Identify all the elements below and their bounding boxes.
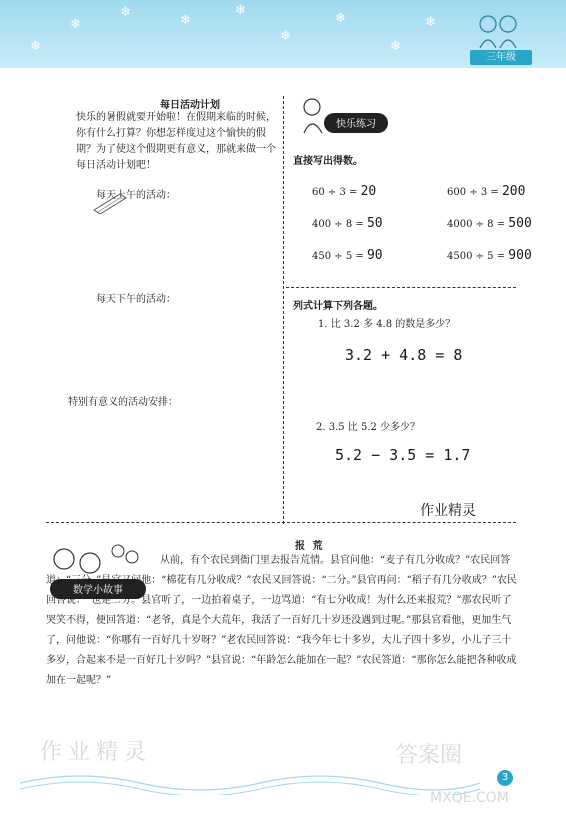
story-divider [46, 522, 516, 523]
equation: 400 ÷ 8 = 50 [312, 216, 383, 231]
equation: 4000 ÷ 8 = 500 [447, 216, 532, 231]
equation: 4500 ÷ 5 = 900 [447, 248, 532, 263]
snowflake-icon: ❄ [30, 39, 41, 54]
grade-badge: 三年级 [470, 50, 532, 65]
snowflake-icon: ❄ [280, 29, 291, 44]
story-title: 报 荒 [295, 541, 325, 552]
column-divider [283, 96, 284, 524]
plan-intro: 快乐的暑假就要开始啦！在假期来临的时候，你有什么打算？你想怎样度过这个愉快的假期？为了使这个假期更有意义，那就来做一个每日活动计划吧！ [76, 112, 276, 171]
word-problems-heading: 列式计算下列各题。 [293, 301, 383, 312]
watermark-right: 答案圈 [396, 743, 463, 768]
equation: 600 ÷ 3 = 200 [447, 184, 526, 199]
handwritten-signature: 作业精灵 [420, 503, 476, 519]
pencil-icon [90, 190, 130, 214]
answer-2: 5.2 − 3.5 = 1.7 [335, 446, 471, 464]
equation: 60 ÷ 3 = 20 [312, 184, 377, 199]
morning-label: 每天上午的活动： [96, 190, 176, 201]
afternoon-label: 每天下午的活动： [96, 294, 176, 305]
footer-wave-decoration [20, 765, 480, 795]
question-1: 1. 比 3.2 多 4.8 的数是多少？ [318, 319, 456, 330]
question-2: 2. 3.5 比 5.2 少多少？ [316, 422, 421, 433]
story-text: 从前，有个农民到衙门里去报告荒情。县官问他：“麦子有几分收成？”农民回答道：“三分。”县官又问他：“棉花有几分收成？”农民又回答说：“二分。”县官再问：“稻子有几分收成？”农民回答说：“也是二分。”县官听了，一边拍着桌子，一边骂道：“有七分收成！为什么还来报荒？”那农民听了哭笑不得，便回答道：“老爷，真是个大荒年，我活了一百好几十岁还没遇到过呢。”那县官看他，更加生气了，问他说：“你哪有一百好几十岁呀？”老农民回答说：“我今年七十多岁，大儿子四十多岁，小儿子三十多岁，合起来不是一百好几十岁吗？”县官说：“年龄怎么能加在一起？”农民答道：“那你怎么能把各种收成加在一起呢？” [46, 555, 517, 686]
practice-badge [300, 93, 390, 148]
direct-answer-heading: 直接写出得数。 [293, 156, 363, 167]
watermark-left: 作业精灵 [40, 740, 153, 765]
snowflake-icon: ❄ [335, 11, 346, 26]
kids-illustration-icon [472, 10, 526, 50]
snowflake-icon: ❄ [425, 15, 436, 30]
answer-1: 3.2 + 4.8 = 8 [345, 346, 463, 364]
snowflake-icon: ❄ [70, 17, 81, 32]
equation: 450 ÷ 5 = 90 [312, 248, 383, 263]
section-divider [286, 287, 516, 288]
page-number: 3 [497, 770, 513, 786]
math-story-badge-label: 数学小故事 [73, 585, 123, 596]
plan-title: 每日活动计划 [160, 100, 220, 111]
snowflake-icon: ❄ [235, 3, 246, 18]
practice-badge-label: 快乐练习 [336, 119, 376, 130]
snowflake-icon: ❄ [390, 39, 401, 54]
watermark-url: MXQE.COM [430, 790, 509, 806]
snowflake-icon: ❄ [120, 5, 131, 20]
page-header [0, 0, 566, 68]
snowflake-icon: ❄ [180, 13, 191, 28]
special-label: 特别有意义的活动安排： [68, 397, 178, 408]
